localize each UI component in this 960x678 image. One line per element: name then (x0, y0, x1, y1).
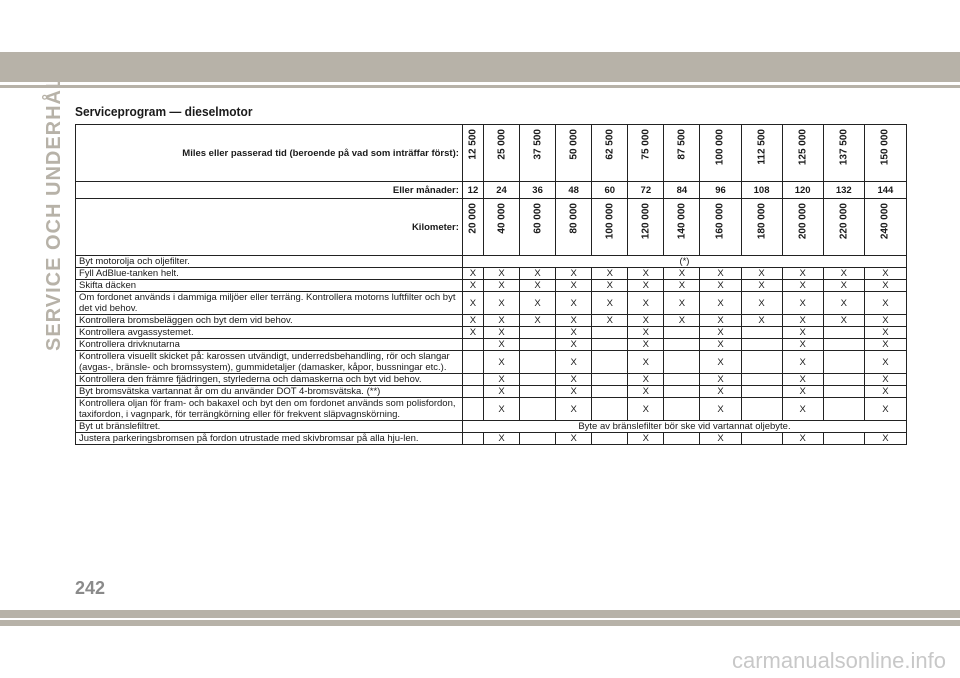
watermark: carmanualsonline.info (731, 648, 946, 673)
months-value: 60 (592, 182, 628, 199)
row-label: Byt motorolja och oljefilter. (76, 256, 463, 268)
row-mark: X (483, 327, 519, 339)
row-mark: X (520, 268, 556, 280)
table-row (76, 374, 907, 386)
row-mark: X (864, 398, 906, 421)
row-mark: X (556, 351, 592, 374)
row-span-note: Byte av bränslefilter bör ske vid vartannat oljebyte. (462, 421, 906, 433)
row-mark (664, 398, 700, 421)
row-mark: X (483, 292, 519, 315)
row-mark: X (628, 398, 664, 421)
miles-header-cell (520, 125, 556, 182)
row-label: Kontrollera bromsbeläggen och byt dem vid behov. (76, 315, 463, 327)
table-row (76, 386, 907, 398)
row-mark: X (628, 339, 664, 351)
months-value: 108 (741, 182, 782, 199)
page-number: 242 (75, 578, 106, 598)
km-header-cell (483, 199, 519, 256)
table-row (76, 327, 907, 339)
row-mark: X (864, 268, 906, 280)
row-mark: X (782, 339, 823, 351)
row-mark: X (782, 268, 823, 280)
km-value: 80 000 (568, 203, 580, 234)
row-label: Kontrollera avgassystemet. (76, 327, 463, 339)
row-mark: X (864, 339, 906, 351)
km-value: 200 000 (797, 203, 809, 240)
row-label: Om fordonet används i dammiga miljöer eller terräng. Kontrollera motorns luftfilter och byt det vid behov. (76, 292, 463, 315)
row-mark: X (741, 315, 782, 327)
row-mark: X (556, 268, 592, 280)
km-value: 220 000 (838, 203, 850, 240)
row-mark (592, 327, 628, 339)
row-mark: X (864, 374, 906, 386)
row-mark (520, 351, 556, 374)
row-mark: X (520, 280, 556, 292)
row-mark (462, 374, 483, 386)
row-mark: X (628, 374, 664, 386)
miles-value: 87 500 (676, 129, 688, 160)
row-mark: X (483, 315, 519, 327)
row-mark (741, 339, 782, 351)
row-mark (462, 351, 483, 374)
row-mark (520, 398, 556, 421)
km-header-label: Kilometer: (76, 199, 463, 256)
row-mark: X (628, 433, 664, 445)
row-mark (664, 433, 700, 445)
row-mark (520, 327, 556, 339)
row-mark: X (823, 292, 864, 315)
row-mark: X (782, 433, 823, 445)
km-value: 140 000 (676, 203, 688, 240)
row-mark: X (782, 351, 823, 374)
km-header-cell (556, 199, 592, 256)
row-mark (823, 386, 864, 398)
miles-value: 75 000 (640, 129, 652, 160)
row-mark: X (864, 327, 906, 339)
miles-header-cell (592, 125, 628, 182)
miles-value: 25 000 (496, 129, 507, 160)
row-mark: X (592, 268, 628, 280)
miles-value: 150 000 (879, 129, 891, 166)
row-mark: X (864, 280, 906, 292)
row-mark: X (864, 433, 906, 445)
miles-header-label: Miles eller passerad tid (beroende på vad som inträffar först): (76, 125, 463, 182)
km-header-cell (700, 199, 741, 256)
row-mark (592, 374, 628, 386)
km-value: 180 000 (756, 203, 768, 240)
months-value: 12 (462, 182, 483, 199)
row-mark: X (700, 386, 741, 398)
row-mark: X (462, 315, 483, 327)
row-mark: X (823, 280, 864, 292)
row-mark: X (664, 280, 700, 292)
row-mark: X (483, 280, 519, 292)
row-mark: X (664, 268, 700, 280)
row-span-note: (*) (462, 256, 906, 268)
row-mark: X (592, 315, 628, 327)
row-mark: X (483, 374, 519, 386)
row-mark: X (782, 374, 823, 386)
row-mark (520, 433, 556, 445)
row-mark: X (556, 398, 592, 421)
row-mark: X (741, 268, 782, 280)
row-mark: X (741, 292, 782, 315)
row-mark: X (664, 315, 700, 327)
miles-header-cell (628, 125, 664, 182)
table-row (76, 339, 907, 351)
miles-header-cell (823, 125, 864, 182)
row-mark: X (823, 268, 864, 280)
miles-value: 12 500 (467, 129, 479, 160)
row-mark (462, 398, 483, 421)
bottom-rule (0, 620, 960, 626)
km-header-cell (823, 199, 864, 256)
row-mark (741, 433, 782, 445)
row-mark (823, 339, 864, 351)
row-mark (823, 351, 864, 374)
row-mark: X (520, 315, 556, 327)
side-title-text: SERVICE OCH UNDERHÅLL (43, 62, 65, 351)
row-mark (823, 398, 864, 421)
table-row (76, 268, 907, 280)
table-row (76, 292, 907, 315)
row-mark: X (864, 386, 906, 398)
row-mark: X (700, 398, 741, 421)
row-mark: X (700, 268, 741, 280)
row-label: Skifta däcken (76, 280, 463, 292)
miles-header-cell (556, 125, 592, 182)
table-row (76, 421, 907, 433)
months-value: 72 (628, 182, 664, 199)
table-row (76, 433, 907, 445)
table-row (76, 351, 907, 374)
row-mark: X (700, 315, 741, 327)
miles-value: 50 000 (568, 129, 580, 160)
km-value: 240 000 (879, 203, 891, 240)
row-mark: X (782, 280, 823, 292)
table-row (76, 398, 907, 421)
months-value: 36 (520, 182, 556, 199)
row-mark: X (782, 315, 823, 327)
row-mark (664, 327, 700, 339)
row-mark: X (556, 339, 592, 351)
row-mark (520, 339, 556, 351)
row-mark (592, 398, 628, 421)
row-mark: X (462, 268, 483, 280)
row-mark: X (864, 315, 906, 327)
row-mark: X (556, 292, 592, 315)
row-mark (664, 386, 700, 398)
miles-header-cell (483, 125, 519, 182)
row-label: Kontrollera drivknutarna (76, 339, 463, 351)
km-header-cell (864, 199, 906, 256)
row-mark: X (782, 292, 823, 315)
table-row (76, 256, 907, 268)
km-header-cell (628, 199, 664, 256)
header-row-months (76, 182, 907, 199)
row-mark: X (483, 268, 519, 280)
row-mark (823, 374, 864, 386)
row-mark (592, 433, 628, 445)
bottom-band (0, 610, 960, 618)
miles-header-cell (664, 125, 700, 182)
row-mark (741, 386, 782, 398)
miles-header-cell (864, 125, 906, 182)
months-value: 48 (556, 182, 592, 199)
side-section-title (15, 62, 65, 359)
row-mark (664, 339, 700, 351)
table-row (76, 315, 907, 327)
row-mark: X (628, 351, 664, 374)
row-mark: X (462, 280, 483, 292)
row-mark: X (664, 292, 700, 315)
top-rule (0, 85, 960, 88)
table-row (76, 280, 907, 292)
km-header-cell (664, 199, 700, 256)
row-mark: X (628, 386, 664, 398)
row-mark (592, 339, 628, 351)
row-mark (664, 374, 700, 386)
months-value: 144 (864, 182, 906, 199)
miles-header-cell (462, 125, 483, 182)
row-mark (741, 351, 782, 374)
miles-value: 37 500 (532, 129, 544, 160)
row-mark: X (556, 386, 592, 398)
row-mark: X (556, 433, 592, 445)
row-mark: X (462, 292, 483, 315)
miles-value: 112 500 (756, 129, 768, 165)
row-mark: X (556, 374, 592, 386)
row-mark (592, 351, 628, 374)
row-mark: X (483, 351, 519, 374)
row-label: Byt bromsvätska vartannat år om du använder DOT 4-bromsvätska. (**) (76, 386, 463, 398)
row-mark: X (864, 292, 906, 315)
row-mark: X (628, 292, 664, 315)
months-header-label: Eller månader: (76, 182, 463, 199)
row-label: Kontrollera visuellt skicket på: karossen utvändigt, underredsbehandling, rör och slangar (avgas-, bränsle- och bromssystem), gummidetaljer (damasker, kåpor, bussningar etc.). (76, 351, 463, 374)
row-mark: X (628, 268, 664, 280)
row-mark: X (628, 280, 664, 292)
row-mark (520, 386, 556, 398)
miles-header-cell (741, 125, 782, 182)
row-mark: X (700, 292, 741, 315)
row-mark: X (700, 374, 741, 386)
row-label: Justera parkeringsbromsen på fordon utrustade med skivbromsar på alla hju-len. (76, 433, 463, 445)
row-mark: X (556, 315, 592, 327)
miles-header-cell (782, 125, 823, 182)
row-mark: X (700, 339, 741, 351)
row-mark (823, 433, 864, 445)
row-mark: X (462, 327, 483, 339)
km-header-cell (520, 199, 556, 256)
row-mark: X (782, 386, 823, 398)
row-mark (462, 339, 483, 351)
row-label: Fyll AdBlue-tanken helt. (76, 268, 463, 280)
row-label: Kontrollera oljan för fram- och bakaxel och byt den om fordonet används som polisfordon, taxifordon, i vagnpark, för terrängkörning eller för frekvent släpvagnskörning. (76, 398, 463, 421)
miles-value: 137 500 (838, 129, 850, 166)
row-mark: X (864, 351, 906, 374)
row-mark: X (700, 327, 741, 339)
miles-value: 100 000 (714, 129, 726, 166)
row-label: Kontrollera den främre fjädringen, styrlederna och damaskerna och byt vid behov. (76, 374, 463, 386)
header-row-miles (76, 125, 907, 182)
row-mark: X (592, 292, 628, 315)
km-value: 160 000 (714, 203, 726, 240)
row-mark: X (483, 339, 519, 351)
row-mark: X (700, 280, 741, 292)
row-mark (741, 374, 782, 386)
row-mark (462, 433, 483, 445)
months-value: 96 (700, 182, 741, 199)
km-value: 120 000 (640, 203, 652, 240)
miles-value: 125 000 (797, 129, 809, 166)
months-value: 120 (782, 182, 823, 199)
row-mark: X (520, 292, 556, 315)
months-value: 84 (664, 182, 700, 199)
row-mark: X (556, 327, 592, 339)
km-header-cell (782, 199, 823, 256)
header-row-km (76, 199, 907, 256)
row-mark (520, 374, 556, 386)
row-mark: X (483, 433, 519, 445)
miles-header-cell (700, 125, 741, 182)
months-value: 24 (483, 182, 519, 199)
km-value: 20 000 (467, 203, 479, 234)
page-heading: Serviceprogram — dieselmotor (75, 104, 253, 119)
miles-value: 62 500 (604, 129, 616, 160)
service-schedule-table (75, 124, 907, 445)
row-mark (741, 398, 782, 421)
km-value: 60 000 (532, 203, 544, 234)
row-label: Byt ut bränslefiltret. (76, 421, 463, 433)
top-band (0, 52, 960, 82)
row-mark: X (592, 280, 628, 292)
row-mark: X (823, 315, 864, 327)
km-header-cell (592, 199, 628, 256)
km-value: 100 000 (604, 203, 616, 240)
km-header-cell (462, 199, 483, 256)
row-mark (462, 386, 483, 398)
row-mark: X (782, 327, 823, 339)
row-mark (592, 386, 628, 398)
km-value: 40 000 (496, 203, 507, 234)
row-mark: X (483, 398, 519, 421)
row-mark: X (628, 327, 664, 339)
row-mark: X (628, 315, 664, 327)
row-mark: X (556, 280, 592, 292)
row-mark (741, 327, 782, 339)
row-mark: X (483, 386, 519, 398)
km-header-cell (741, 199, 782, 256)
row-mark: X (782, 398, 823, 421)
row-mark (823, 327, 864, 339)
row-mark: X (700, 433, 741, 445)
row-mark (664, 351, 700, 374)
row-mark: X (741, 280, 782, 292)
months-value: 132 (823, 182, 864, 199)
row-mark: X (700, 351, 741, 374)
